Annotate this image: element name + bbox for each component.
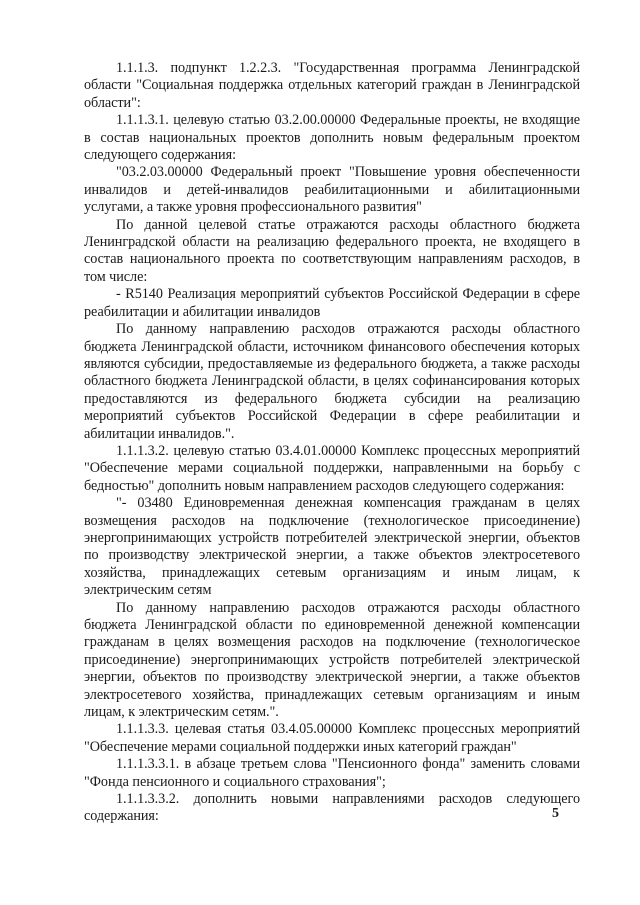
paragraph-new-expense-directions: 1.1.1.3.3.2. дополнить новыми направлениями расходов следующего содержания: <box>84 791 580 825</box>
paragraph-03480: "- 03480 Единовременная денежная компенсация гражданам в целях возмещения расходов на подключение (технологическое присоединение) энергопринимающих устройств потребителей электрической энергии, объектов по производству электрической энергии, а также объектов электросетевого хозяйства, принадлежащих сетевым организациям и иным лицам, к электрическим сетям <box>84 495 580 599</box>
paragraph-subpoint-1-2-2-3: 1.1.1.3. подпункт 1.2.2.3. "Государственная программа Ленинградской области "Социальная поддержка отдельных категорий граждан в Ленинградской области": <box>84 60 580 111</box>
paragraph-pension-fund-replacement: 1.1.1.3.3.1. в абзаце третьем слова "Пенсионного фонда" заменить словами "Фонда пенсионного и социального страхования"; <box>84 756 580 790</box>
paragraph-r5140: - R5140 Реализация мероприятий субъектов Российской Федерации в сфере реабилитации и абилитации инвалидов <box>84 286 580 320</box>
page-number: 5 <box>552 806 559 821</box>
paragraph-federal-project-03-2-03: "03.2.03.00000 Федеральный проект "Повышение уровня обеспеченности инвалидов и детей-инвалидов реабилитационными и абилитационными услугами, а также уровня профессионального развития" <box>84 164 580 216</box>
paragraph-03480-description: По данному направлению расходов отражаются расходы областного бюджета Ленинградской области по единовременной денежной компенсации гражданам в целях возмещения расходов на подключение (технологическое присоединение) энергопринимающих устройств потребителей электрической энергии, объектов по производству электрической энергии, а также объектов электросетевого хозяйства, принадлежащих сетевым организациям и иным лицам, к электрическим сетям.". <box>84 599 580 721</box>
paragraph-target-article-03-2: 1.1.1.3.1. целевую статью 03.2.00.00000 Федеральные проекты, не входящие в состав национальных проектов дополнить новым федеральным проектом следующего содержания: <box>84 112 580 164</box>
paragraph-target-article-03-4-01: 1.1.1.3.2. целевую статью 03.4.01.00000 Комплекс процессных мероприятий "Обеспечение мерами социальной поддержки, направленными на борьбу с бедностью" дополнить новым направлением расходов следующего содержания: <box>84 442 580 494</box>
paragraph-regional-budget-expenses: По данной целевой статье отражаются расходы областного бюджета Ленинградской области на реализацию федерального проекта, не входящего в состав национального проекта по соответствующим направлениям расходов, в том числе: <box>84 216 580 285</box>
paragraph-target-article-03-4-05: 1.1.1.3.3. целевая статья 03.4.05.00000 Комплекс процессных мероприятий "Обеспечение мерами социальной поддержки иных категорий граждан" <box>84 721 580 755</box>
paragraph-r5140-description: По данному направлению расходов отражаются расходы областного бюджета Ленинградской области, источником финансового обеспечения которых являются субсидии, предоставляемые из федерального бюджета, а также расходы областного бюджета Ленинградской области, в целях софинансирования которых предоставляются из федерального бюджета субсидии на реализацию мероприятий субъектов Российской Федерации в сфере реабилитации и абилитации инвалидов.". <box>84 321 580 442</box>
